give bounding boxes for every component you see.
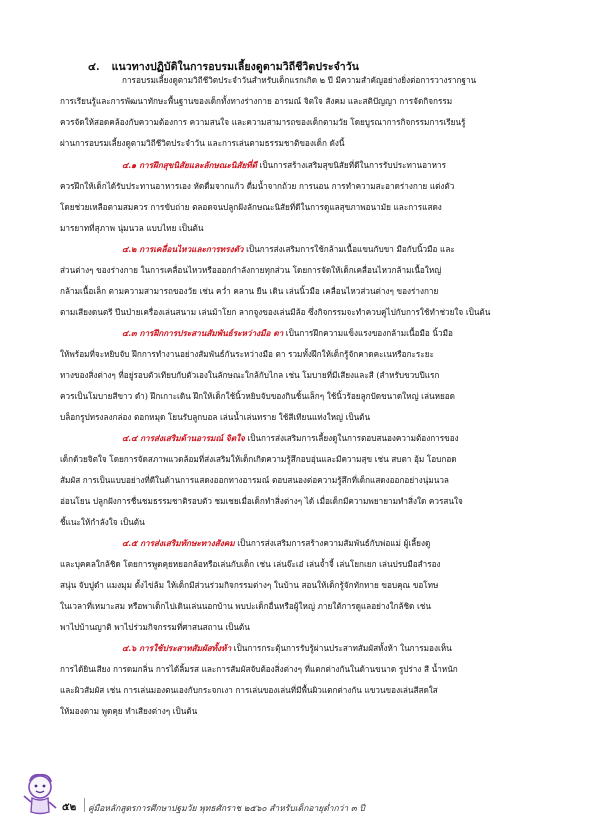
paragraph-line: ควรฝึกให้เด็กได้รับประทานอาหารเอง หัดดื่มจากแก้ว ดื่มน้ำจากถ้วย การนอน การทำความสะอาดร่างกาย แต่งตัว xyxy=(60,181,455,191)
page-footer xyxy=(18,772,578,818)
paragraph-line: ส่วนต่างๆ ของร่างกาย ในการเคลื่อนไหวหรือออกกำลังกายทุกส่วน โดยการจัดให้เด็กเคลื่อนไหวกล้ามเนื้อใหญ่ xyxy=(60,265,442,275)
paragraph-line: โดยช่วยเหลือตามสมควร การขับถ่าย ตลอดจนปลูกฝังลักษณะนิสัยที่ดีในการดูแลสุขภาพอนามัย และการแสดง xyxy=(60,202,442,212)
subsection-title: ๔.๖ การใช้ประสาทสัมผัสทั้งห้า xyxy=(122,643,232,653)
page-number: ๕๒ xyxy=(62,802,77,813)
paragraph-line xyxy=(60,428,554,449)
subsection-title: ๔.๑ การฝึกสุขนิสัยและลักษณะนิสัยที่ดี xyxy=(122,160,257,170)
paragraph-line: สนุ่น จับปูดำ แมงมุม ตั้งไข่ล้ม ให้เด็กมีส่วนร่วมกิจกรรมต่างๆ ในบ้าน สอนให้เด็กรู้จักทักทาย ขอบคุณ ขอโทษ xyxy=(60,580,439,590)
subsection-4-2 xyxy=(60,239,554,323)
paragraph-line: ชี้แนะให้กำลังใจ เป็นต้น xyxy=(60,517,145,527)
subsection-title: ๔.๒ การเคลื่อนไหวและการทรงตัว xyxy=(122,244,244,254)
subsection-4-4 xyxy=(60,428,554,533)
paragraph-line: มารยาทที่สุภาพ นุ่มนวล แบบไทย เป็นต้น xyxy=(60,223,204,233)
paragraph-line: ในเวลาที่เหมาะสม หรือพาเด็กไปเดินเล่นนอกบ้าน พบปะเด็กอื่นหรือผู้ใหญ่ ภายใต้การดูแลอย่างใกล้ชิด เช่น xyxy=(60,601,431,611)
subsection-first-text: เป็นการกระตุ้นการรับรู้ผ่านประสาทสัมผัสทั้งห้า ในการมองเห็น xyxy=(231,643,452,653)
subsection-title: ๔.๕ การส่งเสริมทักษะทางสังคม xyxy=(122,538,235,548)
paragraph-line: ควรเป็นโมบายสีขาว ดำ) ฝึกเกาะเดิน ฝึกให้เด็กใช้นิ้วหยิบจับของกินชิ้นเล็กๆ ใช้นิ้วร้อยลูกปัดขนาดใหญ่ เล่นหยอด xyxy=(60,391,455,401)
paragraph-line xyxy=(60,239,554,260)
paragraph-line: และบุคคลใกล้ชิด โดยการพูดคุยหยอกล้อหรือเล่นกับเด็ก เช่น เล่นจ๊ะเอ๋ เล่นจ้ำจี้ เล่นโยกเยก เล่นปรบมือสำรอง xyxy=(60,559,441,569)
paragraph-line: ควรจัดให้สอดคล้องกับความต้องการ ความสนใจ และความสามารถของเด็กตามวัย โดยบูรณาการกิจกรรมการเรียนรู้ xyxy=(60,117,466,127)
subsection-first-text: เป็นการสร้างเสริมสุขนิสัยที่ดีในการรับประทานอาหาร xyxy=(256,160,447,170)
subsection-4-6 xyxy=(60,638,554,722)
paragraph-line: อ่อนโยน ปลูกฝังการชื่นชมธรรมชาติรอบตัว ชมเชยเมื่อเด็กทำสิ่งต่างๆ ได้ เมื่อเด็กมีความพยายามทำสิ่งใด ควรสนใจ xyxy=(60,496,463,506)
subsection-first-text: เป็นการฝึกความแข็งแรงของกล้ามเนื้อมือ นิ้วมือ xyxy=(283,328,453,338)
paragraph-line: พาไปบ้านญาติ พาไปร่วมกิจกรรมที่ศาสนสถาน เป็นต้น xyxy=(60,622,250,632)
paragraph-line: ทางของสิ่งต่างๆ ที่อยู่รอบตัวเทียบกับตัวเองในลักษณะใกล้กับไกล เช่น โมบายที่มีเสียงและสี (สำหรับขวบปีแรก xyxy=(60,370,440,380)
paragraph-line: สัมผัส การเป็นแบบอย่างที่ดีในด้านการแสดงออกทางอารมณ์ ตอบสนองต่อความรู้สึกที่เด็กแสดงออกอย่างนุ่มนวล xyxy=(60,475,449,485)
paragraph-line: ตามเสียงดนตรี ปีนป่ายเครื่องเล่นสนาม เล่นม้าโยก ลากจูงของเล่นมีล้อ ซึ่งกิจกรรมจะทำควบคู่ไปกับการใช้ทำช่วยใจ เป็นต้น xyxy=(60,307,491,317)
paragraph-line xyxy=(60,533,554,554)
paragraph-line xyxy=(60,155,554,176)
paragraph-line: การเรียนรู้และการพัฒนาทักษะพื้นฐานของเด็กทั้งทางร่างกาย อารมณ์ จิตใจ สังคม และสติปัญญา การจัดกิจกรรม xyxy=(60,96,453,106)
heading-title: แนวทางปฏิบัติในการอบรมเลี้ยงดูตามวิถีชีวิตประจำวัน xyxy=(111,61,360,73)
paragraph-line: บล็อกรูปทรงลงกล่อง ตอกหมุด โยนรับลูกบอล เล่นน้ำเล่นทราย ใช้สีเทียนแท่งใหญ่ เป็นต้น xyxy=(60,412,371,422)
heading-number: ๔. xyxy=(88,61,100,73)
subsection-first-text: เป็นการส่งเสริมการใช้กล้ามเนื้อแขนกับขา มือกับนิ้วมือ และ xyxy=(243,244,455,254)
paragraph-line: ผ่านการอบรมเลี้ยงดูตามวิถีชีวิตประจำวัน และการเล่นตามธรรมชาติของเด็ก ดังนี้ xyxy=(60,138,345,148)
paragraph-line: ให้มองตาม พูดคุย ทำเสียงต่างๆ เป็นต้น xyxy=(60,706,198,716)
subsection-title: ๔.๓ การฝึกการประสานสัมพันธ์ระหว่างมือ ตา xyxy=(122,328,284,338)
paragraph-line: ให้พร้อมที่จะหยิบจับ ฝึกการทำงานอย่างสัมพันธ์กันระหว่างมือ ตา รวมทั้งฝึกให้เด็กรู้จักคาดคะเนหรือกะระยะ xyxy=(60,349,434,359)
subsection-first-text: เป็นการส่งเสริมการเลี้ยงดูในการตอบสนองความต้องการของ xyxy=(244,433,459,443)
subsection-4-5 xyxy=(60,533,554,638)
paragraph-line: การอบรมเลี้ยงดูตามวิถีชีวิตประจำวันสำหรับเด็กแรกเกิด ๒ ปี มีความสำคัญอย่างยิ่งต่อการวางรากฐาน xyxy=(122,75,477,85)
subsection-title: ๔.๔ การส่งเสริมด้านอารมณ์ จิตใจ xyxy=(122,433,245,443)
intro-paragraph xyxy=(60,70,554,154)
subsection-first-text: เป็นการส่งเสริมการสร้างความสัมพันธ์กับพ่อแม่ ผู้เลี้ยงดู xyxy=(234,538,431,548)
paragraph-line xyxy=(60,323,554,344)
paragraph-line: เด็กด้วยจิตใจ โดยการจัดสภาพแวดล้อมที่ส่งเสริมให้เด็กเกิดความรู้สึกอบอุ่นและมีความสุข เช่น สบตา อุ้ม โอบกอด xyxy=(60,454,457,464)
child-mascot-icon xyxy=(18,772,64,818)
subsection-4-3 xyxy=(60,323,554,428)
footer-divider xyxy=(84,798,85,812)
paragraph-line: และผิวสัมผัส เช่น การเล่นมองตนเองกับกระจกเงา การเล่นของเล่นที่มีพื้นผิวแตกต่างกัน แขวนของเล่นสีสดใส xyxy=(60,685,438,695)
paragraph-line: กล้ามเนื้อเล็ก ตามความสามารถของวัย เช่น คว่ำ คลาน ยืน เดิน เล่นนิ้วมือ เคลื่อนไหวส่วนต่างๆ ของร่างกาย xyxy=(60,286,439,296)
paragraph-line xyxy=(60,638,554,659)
paragraph-line: การได้ยินเสียง การดมกลิ่น การได้ลิ้มรส และการสัมผัสจับต้องสิ่งต่างๆ ที่แตกต่างกันในด้านขนาด รูปร่าง สี น้ำหนัก xyxy=(60,664,458,674)
footer-text: คู่มือหลักสูตรการศึกษาปฐมวัย พุทธศักราช ๒๕๖๐ สำหรับเด็กอายุต่ำกว่า ๓ ปี xyxy=(88,804,365,814)
subsection-4-1 xyxy=(60,155,554,239)
